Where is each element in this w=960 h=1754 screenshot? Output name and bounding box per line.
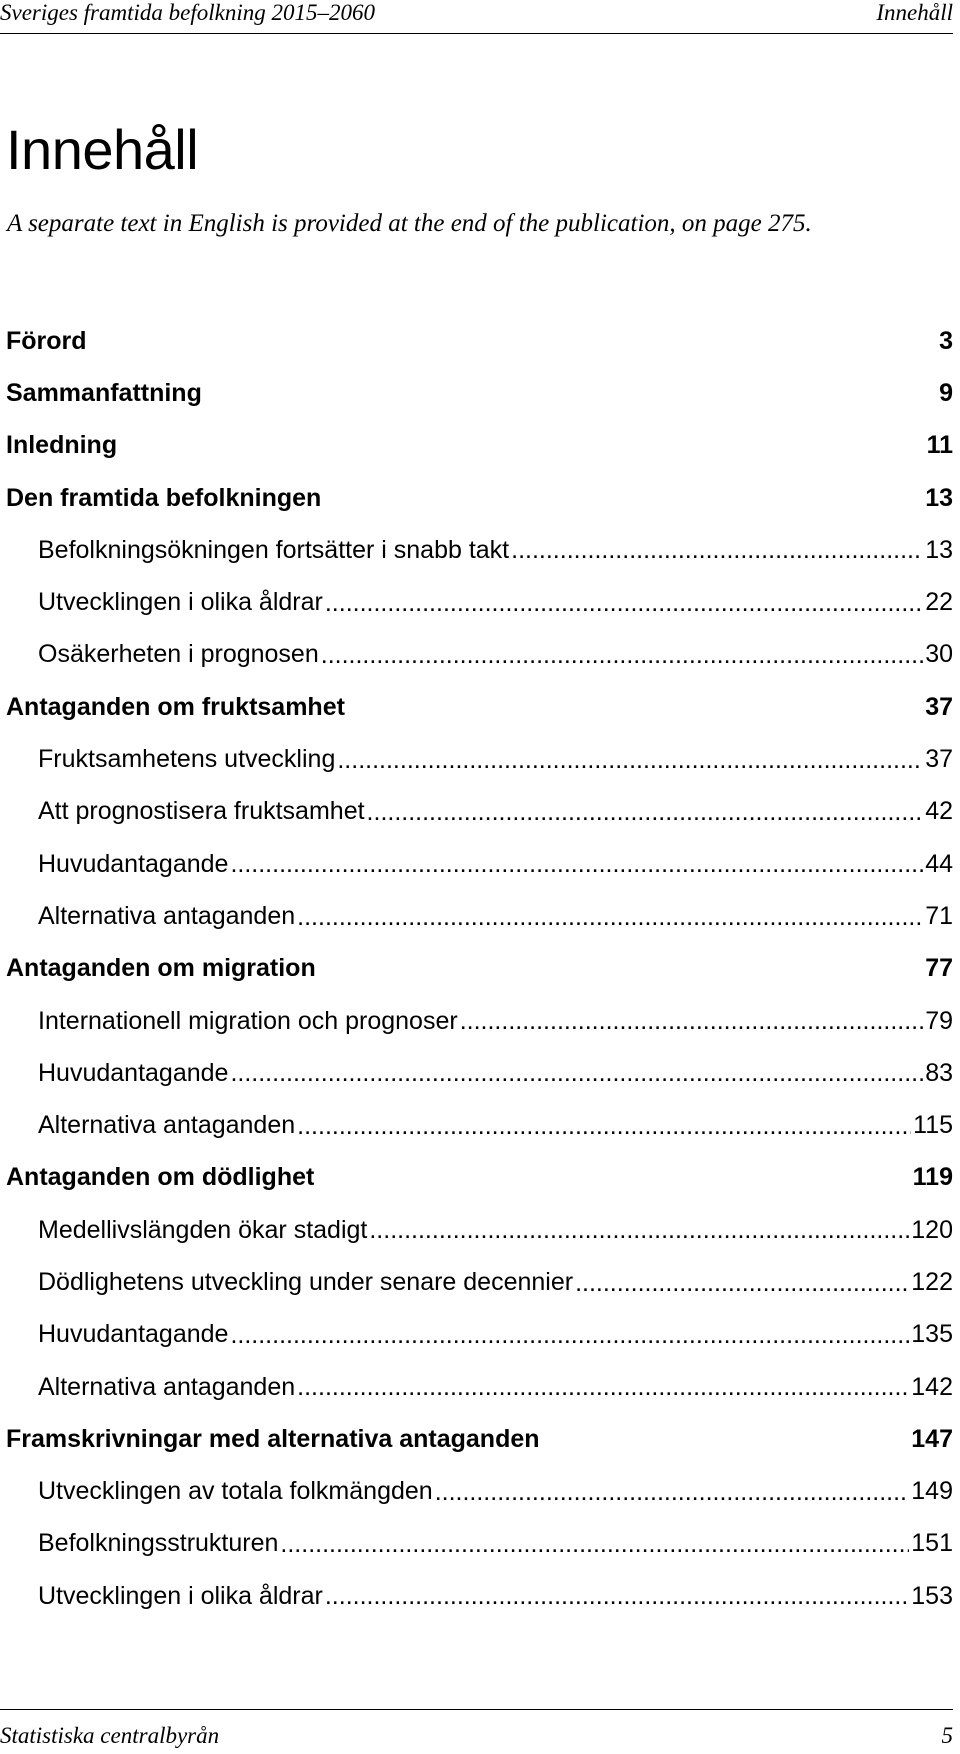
dot-leader xyxy=(230,852,923,890)
dot-leader xyxy=(297,1114,911,1152)
toc-entry-label: Framskrivningar med alternativa antaganden xyxy=(6,1424,540,1453)
toc-entry-label: Alternativa antaganden xyxy=(38,1372,296,1401)
toc-entry-label: Antaganden om dödlighet xyxy=(6,1163,315,1192)
toc-section-entry[interactable] xyxy=(0,1047,953,1099)
toc-page-number: 9 xyxy=(939,378,953,407)
toc-page-number: 37 xyxy=(925,745,953,774)
toc-page-number: 149 xyxy=(911,1477,953,1506)
toc-chapter-entry[interactable] xyxy=(0,943,953,995)
dot-leader xyxy=(280,1532,909,1570)
toc-page-number: 115 xyxy=(913,1111,953,1140)
running-footer xyxy=(0,1709,953,1754)
table-of-contents xyxy=(0,315,953,1622)
toc-section-entry[interactable] xyxy=(0,1309,953,1361)
toc-entry-label: Fruktsamhetens utveckling xyxy=(38,745,336,774)
toc-page-number: 22 xyxy=(925,588,953,617)
dot-leader xyxy=(321,643,923,681)
toc-chapter-entry[interactable] xyxy=(0,1413,953,1465)
toc-section-entry[interactable] xyxy=(0,786,953,838)
toc-chapter-entry[interactable] xyxy=(0,472,953,524)
english-note: A separate text in English is provided at the end of the publication, on page 275. xyxy=(7,210,812,237)
toc-section-entry[interactable] xyxy=(0,1099,953,1151)
toc-chapter-entry[interactable] xyxy=(0,1152,953,1204)
toc-entry-label: Medellivslängden ökar stadigt xyxy=(38,1215,368,1244)
toc-page-number: 13 xyxy=(925,535,953,564)
dot-leader xyxy=(297,1375,909,1413)
toc-section-entry[interactable] xyxy=(0,1518,953,1570)
page-title: Innehåll xyxy=(6,118,199,181)
toc-page-number: 71 xyxy=(925,901,953,930)
toc-page-number: 42 xyxy=(925,797,953,826)
toc-section-entry[interactable] xyxy=(0,576,953,628)
toc-chapter-entry[interactable] xyxy=(0,420,953,472)
dot-leader xyxy=(297,905,923,943)
dot-leader xyxy=(337,748,923,786)
toc-section-entry[interactable] xyxy=(0,629,953,681)
toc-page-number: 151 xyxy=(911,1529,953,1558)
toc-page-number: 122 xyxy=(911,1267,953,1296)
toc-page-number: 135 xyxy=(911,1320,953,1349)
dot-leader xyxy=(460,1009,923,1047)
toc-page-number: 79 xyxy=(925,1006,953,1035)
toc-page-number: 83 xyxy=(925,1058,953,1087)
toc-page-number: 44 xyxy=(925,849,953,878)
dot-leader xyxy=(511,538,923,576)
toc-entry-label: Huvudantagande xyxy=(38,849,229,878)
toc-entry-label: Befolkningsökningen fortsätter i snabb takt xyxy=(38,535,510,564)
toc-entry-label: Utvecklingen i olika åldrar xyxy=(38,1581,323,1610)
toc-entry-label: Sammanfattning xyxy=(6,378,202,407)
dot-leader xyxy=(325,1584,909,1622)
dot-leader xyxy=(367,800,924,838)
toc-section-entry[interactable] xyxy=(0,733,953,785)
toc-page-number: 120 xyxy=(911,1215,953,1244)
toc-section-entry[interactable] xyxy=(0,1256,953,1308)
toc-entry-label: Utvecklingen av totala folkmängden xyxy=(38,1477,433,1506)
toc-section-entry[interactable] xyxy=(0,1466,953,1518)
dot-leader xyxy=(369,1218,909,1256)
toc-page-number: 37 xyxy=(925,692,953,721)
toc-entry-label: Förord xyxy=(6,326,87,355)
toc-entry-label: Alternativa antaganden xyxy=(38,1111,296,1140)
dot-leader xyxy=(230,1061,923,1099)
toc-entry-label: Huvudantagande xyxy=(38,1058,229,1087)
toc-entry-label: Alternativa antaganden xyxy=(38,901,296,930)
toc-entry-label: Huvudantagande xyxy=(38,1320,229,1349)
toc-chapter-entry[interactable] xyxy=(0,315,953,367)
dot-leader xyxy=(325,591,923,629)
toc-entry-label: Internationell migration och prognoser xyxy=(38,1006,458,1035)
toc-chapter-entry[interactable] xyxy=(0,681,953,733)
toc-section-entry[interactable] xyxy=(0,1570,953,1622)
toc-entry-label: Befolkningsstrukturen xyxy=(38,1529,279,1558)
toc-entry-label: Antaganden om migration xyxy=(6,954,316,983)
toc-entry-label: Inledning xyxy=(6,431,118,460)
toc-page-number: 3 xyxy=(939,326,953,355)
toc-entry-label: Dödlighetens utveckling under senare decennier xyxy=(38,1267,574,1296)
toc-section-entry[interactable] xyxy=(0,890,953,942)
toc-entry-label: Osäkerheten i prognosen xyxy=(38,640,319,669)
toc-page-number: 153 xyxy=(911,1581,953,1610)
toc-page-number: 13 xyxy=(925,483,953,512)
running-header xyxy=(0,0,953,34)
dot-leader xyxy=(575,1271,909,1309)
section-name: Innehåll xyxy=(876,0,953,25)
toc-section-entry[interactable] xyxy=(0,524,953,576)
publisher-name: Statistiska centralbyrån xyxy=(0,1723,220,1748)
toc-chapter-entry[interactable] xyxy=(0,367,953,419)
toc-section-entry[interactable] xyxy=(0,1361,953,1413)
dot-leader xyxy=(435,1480,910,1518)
toc-entry-label: Antaganden om fruktsamhet xyxy=(6,692,345,721)
toc-entry-label: Att prognostisera fruktsamhet xyxy=(38,797,365,826)
page-number: 5 xyxy=(941,1723,953,1748)
toc-page-number: 11 xyxy=(926,431,953,460)
toc-entry-label: Utvecklingen i olika åldrar xyxy=(38,588,323,617)
toc-page-number: 142 xyxy=(911,1372,953,1401)
toc-section-entry[interactable] xyxy=(0,1204,953,1256)
toc-page-number: 30 xyxy=(925,640,953,669)
publication-title: Sveriges framtida befolkning 2015–2060 xyxy=(0,0,375,25)
toc-page-number: 77 xyxy=(925,954,953,983)
toc-page-number: 119 xyxy=(912,1163,953,1192)
toc-page-number: 147 xyxy=(911,1424,953,1453)
toc-section-entry[interactable] xyxy=(0,838,953,890)
dot-leader xyxy=(230,1323,909,1361)
toc-entry-label: Den framtida befolkningen xyxy=(6,483,322,512)
toc-section-entry[interactable] xyxy=(0,995,953,1047)
